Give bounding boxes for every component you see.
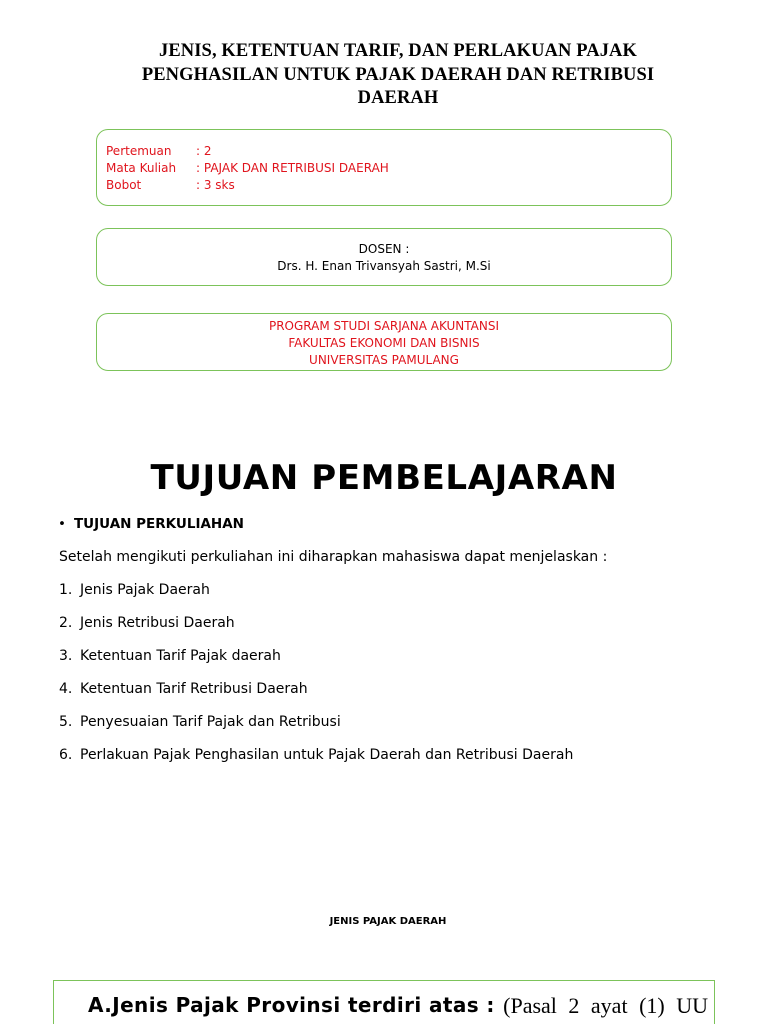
program-line-2: FAKULTAS EKONOMI DAN BISNIS xyxy=(288,336,480,350)
section-heading: TUJUAN PEMBELAJARAN xyxy=(150,458,618,498)
bullet-text: TUJUAN PERKULIAHAN xyxy=(73,516,244,532)
list-item-text: Ketentuan Tarif Retribusi Daerah xyxy=(80,681,308,697)
lecturer-name: Drs. H. Enan Trivansyah Sastri, M.Si xyxy=(277,259,491,273)
meeting-label: Pertemuan xyxy=(106,144,172,158)
program-line-1: PROGRAM STUDI SARJANA AKUNTANSI xyxy=(268,319,500,333)
objectives-list xyxy=(59,582,573,780)
list-item-text: Perlakuan Pajak Penghasilan untuk Pajak Daerah dan Retribusi Daerah xyxy=(80,747,574,763)
course-row xyxy=(106,160,662,177)
credits-value: : 3 sks xyxy=(196,178,235,192)
title-line-1: JENIS, KETENTUAN TARIF, DAN PERLAKUAN PAJAK xyxy=(159,41,637,61)
list-item xyxy=(59,615,573,648)
list-item-number: 2. xyxy=(59,615,73,631)
meeting-info-box xyxy=(96,129,672,206)
list-item xyxy=(59,582,573,615)
course-label: Mata Kuliah xyxy=(106,161,177,175)
list-item-text: Ketentuan Tarif Pajak daerah xyxy=(80,648,281,664)
title-line-2: PENGHASILAN UNTUK PAJAK DAERAH DAN RETRIBUSI xyxy=(141,64,655,85)
list-item xyxy=(59,648,573,681)
list-item-number: 5. xyxy=(59,714,73,730)
course-value: : PAJAK DAN RETRIBUSI DAERAH xyxy=(196,161,389,175)
lecturer-box xyxy=(96,228,672,286)
list-item-number: 4. xyxy=(59,681,73,697)
list-item-text: Jenis Retribusi Daerah xyxy=(80,615,235,631)
list-item xyxy=(59,681,573,714)
provincial-tax-heading: A.Jenis Pajak Provinsi terdiri atas : xyxy=(88,993,495,1017)
list-item-number: 1. xyxy=(59,582,73,598)
bullet-heading xyxy=(58,516,244,532)
meeting-value: : 2 xyxy=(196,144,212,158)
provincial-tax-reference: (Pasal 2 ayat (1) UU xyxy=(503,993,708,1018)
list-item-number: 3. xyxy=(59,648,73,664)
list-item xyxy=(59,714,573,747)
meeting-row xyxy=(106,143,662,160)
intro-text: Setelah mengikuti perkuliahan ini diharapkan mahasiswa dapat menjelaskan : xyxy=(59,549,608,565)
provincial-tax-box xyxy=(53,980,715,1024)
list-item xyxy=(59,747,573,780)
bullet-icon: • xyxy=(58,516,66,532)
list-item-text: Jenis Pajak Daerah xyxy=(80,582,210,598)
subsection-heading: JENIS PAJAK DAERAH xyxy=(329,916,447,927)
list-item-number: 6. xyxy=(59,747,73,763)
document-title xyxy=(110,40,686,111)
lecturer-label: DOSEN : xyxy=(358,242,410,256)
credits-row xyxy=(106,177,662,194)
list-item-text: Penyesuaian Tarif Pajak dan Retribusi xyxy=(80,714,341,730)
program-line-3: UNIVERSITAS PAMULANG xyxy=(309,353,459,367)
provincial-tax-line xyxy=(88,993,708,1019)
program-box xyxy=(96,313,672,371)
credits-label: Bobot xyxy=(106,178,142,192)
title-line-3: DAERAH xyxy=(357,88,439,108)
